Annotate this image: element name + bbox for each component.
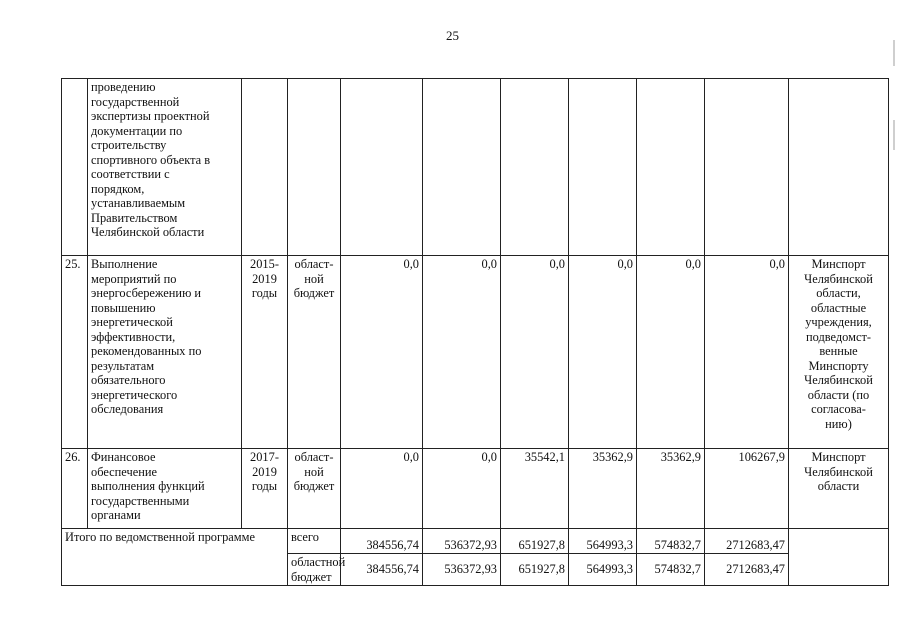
cell-line: повышению bbox=[91, 300, 156, 315]
cell-line: эффективности, bbox=[91, 329, 176, 344]
total-value: 384556,74 bbox=[341, 554, 423, 586]
cell-line: областные bbox=[810, 300, 867, 315]
total-value: 574832,7 bbox=[637, 529, 705, 554]
executor-cell bbox=[789, 449, 889, 529]
cell-line: государственной bbox=[91, 94, 180, 109]
value-cell: 35362,9 bbox=[569, 449, 637, 529]
cell-line: Минспорту bbox=[808, 358, 869, 373]
value-cell: 106267,9 bbox=[705, 449, 789, 529]
total-value: 2712683,47 bbox=[705, 529, 789, 554]
cell-line: нию) bbox=[825, 416, 852, 431]
cell-line: подведомст- bbox=[805, 329, 872, 344]
cell-line: Челябинской bbox=[804, 373, 873, 387]
cell-line: проведению bbox=[91, 80, 156, 94]
description-cell bbox=[88, 256, 242, 449]
cell-line: строительству bbox=[91, 138, 167, 152]
value-cell bbox=[705, 79, 789, 256]
cell-line: Правительством bbox=[91, 210, 178, 225]
description-cell bbox=[88, 79, 242, 256]
cell-line: рекомендованных по bbox=[91, 344, 202, 358]
cell-line: Челябинской bbox=[804, 271, 873, 286]
period-cell bbox=[242, 256, 288, 449]
cell-line: венные bbox=[819, 344, 858, 358]
cell-line: Минспорт bbox=[811, 257, 866, 271]
cell-line: соответствии с bbox=[91, 167, 170, 181]
period-cell bbox=[242, 79, 288, 256]
cell-line: обследования bbox=[91, 402, 164, 416]
table-row bbox=[62, 449, 889, 529]
cell-line: бюджет bbox=[293, 479, 335, 493]
cell-line: экспертизы проектной bbox=[91, 109, 210, 123]
source-cell bbox=[288, 256, 341, 449]
total-value: 2712683,47 bbox=[705, 554, 789, 586]
value-cell bbox=[423, 79, 501, 256]
source-cell bbox=[288, 449, 341, 529]
value-cell: 0,0 bbox=[341, 449, 423, 529]
cell-line: 2019 bbox=[252, 271, 277, 286]
cell-line: области bbox=[817, 479, 860, 493]
value-cell: 35542,1 bbox=[501, 449, 569, 529]
cell-line: спортивного объекта в bbox=[91, 152, 211, 167]
cell-line: согласова- bbox=[811, 402, 866, 416]
scan-edge-mark bbox=[893, 40, 895, 66]
total-value: 536372,93 bbox=[423, 529, 501, 554]
value-cell bbox=[569, 79, 637, 256]
total-value: 536372,93 bbox=[423, 554, 501, 586]
cell-line: Минспорт bbox=[811, 450, 866, 464]
program-table bbox=[61, 78, 889, 586]
totals-row-all bbox=[62, 529, 889, 554]
executor-cell bbox=[789, 79, 889, 256]
cell-line: органами bbox=[91, 508, 141, 522]
cell-line: устанавливаемым bbox=[91, 196, 186, 210]
total-value: 564993,3 bbox=[569, 554, 637, 586]
description-cell bbox=[88, 449, 242, 529]
value-cell: 0,0 bbox=[501, 256, 569, 449]
cell-line: Челябинской области bbox=[91, 225, 205, 239]
cell-line: области, bbox=[816, 286, 861, 300]
cell-line: 2017- bbox=[250, 450, 279, 464]
cell-line: документации по bbox=[91, 123, 183, 138]
value-cell: 0,0 bbox=[423, 256, 501, 449]
value-cell: 0,0 bbox=[569, 256, 637, 449]
value-cell bbox=[341, 79, 423, 256]
cell-line: мероприятий по bbox=[91, 271, 177, 286]
page-number: 25 bbox=[446, 28, 459, 43]
cell-line: годы bbox=[251, 479, 278, 493]
cell-line: государственными bbox=[91, 493, 190, 508]
cell-line: годы bbox=[251, 286, 278, 300]
cell-line: обязательного bbox=[91, 373, 166, 387]
cell-line: ной bbox=[304, 464, 324, 479]
cell-line: результатам bbox=[91, 358, 155, 373]
cell-line: энергетического bbox=[91, 387, 178, 402]
row-index: 26. bbox=[62, 449, 88, 529]
totals-source: всего bbox=[288, 529, 341, 554]
scan-edge-mark bbox=[893, 120, 895, 150]
value-cell: 35362,9 bbox=[637, 449, 705, 529]
cell-line: энергосбережению и bbox=[91, 286, 202, 300]
executor-cell bbox=[789, 256, 889, 449]
cell-line: 2015- bbox=[250, 257, 279, 271]
cell-line: бюджет bbox=[293, 286, 335, 300]
cell-line: области (по bbox=[807, 387, 870, 402]
total-value: 651927,8 bbox=[501, 529, 569, 554]
cell-line: област- bbox=[294, 450, 334, 464]
totals-label: Итого по ведомственной программе bbox=[62, 529, 288, 586]
executor-cell bbox=[789, 529, 889, 586]
value-cell: 0,0 bbox=[637, 256, 705, 449]
value-cell bbox=[637, 79, 705, 256]
value-cell: 0,0 bbox=[423, 449, 501, 529]
cell-line: Челябинской bbox=[804, 464, 873, 479]
cell-line: порядком, bbox=[91, 181, 145, 196]
value-cell: 0,0 bbox=[341, 256, 423, 449]
cell-line: энергетической bbox=[91, 315, 173, 329]
cell-line: 2019 bbox=[252, 464, 277, 479]
source-cell bbox=[288, 79, 341, 256]
total-value: 384556,74 bbox=[341, 529, 423, 554]
total-value: 574832,7 bbox=[637, 554, 705, 586]
period-cell bbox=[242, 449, 288, 529]
cell-line: выполнения функций bbox=[91, 479, 205, 493]
index-cell bbox=[62, 79, 88, 256]
cell-line: област- bbox=[294, 257, 334, 271]
cell-line: обеспечение bbox=[91, 464, 157, 479]
row-index: 25. bbox=[62, 256, 88, 449]
total-value: 651927,8 bbox=[501, 554, 569, 586]
cell-line: учреждения, bbox=[805, 315, 872, 329]
value-cell: 0,0 bbox=[705, 256, 789, 449]
totals-source: областной бюджет bbox=[288, 554, 341, 586]
value-cell bbox=[501, 79, 569, 256]
cell-line: Финансовое bbox=[91, 450, 156, 464]
table-row-continuation bbox=[62, 79, 889, 256]
total-value: 564993,3 bbox=[569, 529, 637, 554]
cell-line: Выполнение bbox=[91, 257, 158, 271]
cell-line: ной bbox=[304, 271, 324, 286]
table-row bbox=[62, 256, 889, 449]
